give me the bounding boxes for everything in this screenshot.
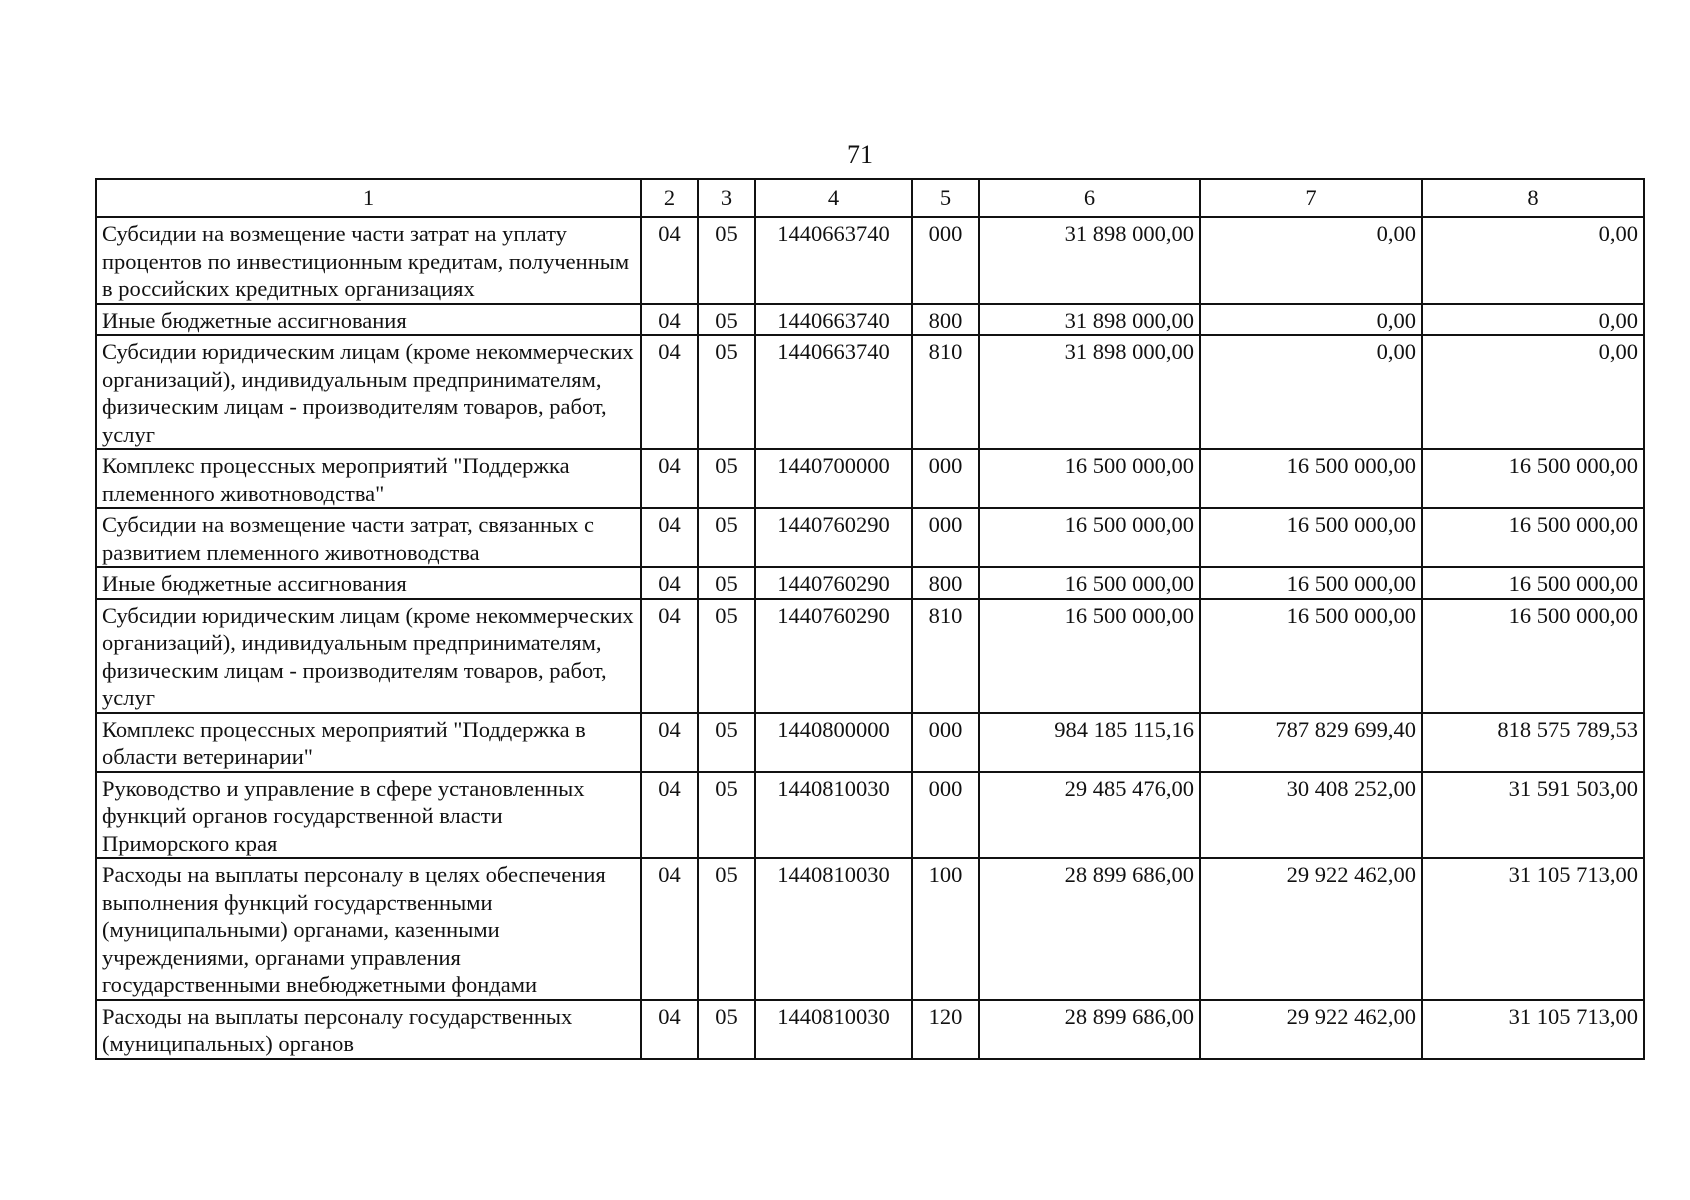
subsection-code-cell: 05 [698,567,755,599]
amount-col8-cell: 31 105 713,00 [1422,858,1644,1000]
column-header: 8 [1422,179,1644,217]
target-article-cell: 1440760290 [755,599,912,713]
expense-name-cell: Расходы на выплаты персоналу в целях обеспечения выполнения функций государственными (муниципальными) органами, казенными учреждениями, органами управления государственными внебюджетными фондами [96,858,641,1000]
page-number: 71 [847,140,873,169]
target-article-cell: 1440810030 [755,858,912,1000]
column-header: 4 [755,179,912,217]
subsection-code-cell: 05 [698,304,755,336]
expense-name-cell: Субсидии юридическим лицам (кроме некоммерческих организаций), индивидуальным предпринимателям, физическим лицам - производителям товаров, работ, услуг [96,599,641,713]
expense-type-cell: 000 [912,772,979,859]
expense-name-cell: Комплекс процессных мероприятий "Поддержка племенного животноводства" [96,449,641,508]
section-code-cell: 04 [641,858,698,1000]
expense-name-cell: Руководство и управление в сфере установленных функций органов государственной власти Приморского края [96,772,641,859]
table-row [96,335,1644,449]
column-header: 6 [979,179,1200,217]
amount-col7-cell: 29 922 462,00 [1200,1000,1422,1059]
column-header: 2 [641,179,698,217]
budget-table [95,178,1645,1060]
subsection-code-cell: 05 [698,858,755,1000]
section-code-cell: 04 [641,508,698,567]
header-row [96,179,1644,217]
expense-type-cell: 000 [912,217,979,304]
expense-name-cell: Субсидии на возмещение части затрат, связанных с развитием племенного животноводства [96,508,641,567]
expense-name-cell: Субсидии юридическим лицам (кроме некоммерческих организаций), индивидуальным предпринимателям, физическим лицам - производителям товаров, работ, услуг [96,335,641,449]
amount-col6-cell: 28 899 686,00 [979,1000,1200,1059]
subsection-code-cell: 05 [698,449,755,508]
amount-col7-cell: 0,00 [1200,304,1422,336]
subsection-code-cell: 05 [698,335,755,449]
amount-col8-cell: 0,00 [1422,335,1644,449]
expense-type-cell: 100 [912,858,979,1000]
amount-col6-cell: 31 898 000,00 [979,217,1200,304]
table-row [96,449,1644,508]
amount-col8-cell: 16 500 000,00 [1422,599,1644,713]
expense-type-cell: 120 [912,1000,979,1059]
table-row [96,858,1644,1000]
amount-col7-cell: 787 829 699,40 [1200,713,1422,772]
table-row [96,508,1644,567]
section-code-cell: 04 [641,304,698,336]
amount-col6-cell: 29 485 476,00 [979,772,1200,859]
section-code-cell: 04 [641,599,698,713]
expense-type-cell: 000 [912,449,979,508]
expense-name-cell: Иные бюджетные ассигнования [96,567,641,599]
subsection-code-cell: 05 [698,599,755,713]
subsection-code-cell: 05 [698,1000,755,1059]
table-row [96,713,1644,772]
expense-name-cell: Иные бюджетные ассигнования [96,304,641,336]
expense-type-cell: 800 [912,304,979,336]
amount-col6-cell: 16 500 000,00 [979,567,1200,599]
amount-col6-cell: 28 899 686,00 [979,858,1200,1000]
amount-col7-cell: 30 408 252,00 [1200,772,1422,859]
subsection-code-cell: 05 [698,713,755,772]
target-article-cell: 1440663740 [755,304,912,336]
table-row [96,304,1644,336]
amount-col8-cell: 16 500 000,00 [1422,567,1644,599]
section-code-cell: 04 [641,449,698,508]
amount-col6-cell: 16 500 000,00 [979,599,1200,713]
amount-col8-cell: 16 500 000,00 [1422,449,1644,508]
expense-type-cell: 000 [912,713,979,772]
amount-col8-cell: 0,00 [1422,304,1644,336]
table-row [96,567,1644,599]
amount-col7-cell: 16 500 000,00 [1200,599,1422,713]
expense-name-cell: Комплекс процессных мероприятий "Поддержка в области ветеринарии" [96,713,641,772]
amount-col8-cell: 0,00 [1422,217,1644,304]
table-row [96,1000,1644,1059]
amount-col7-cell: 16 500 000,00 [1200,449,1422,508]
expense-type-cell: 000 [912,508,979,567]
subsection-code-cell: 05 [698,772,755,859]
section-code-cell: 04 [641,1000,698,1059]
expense-name-cell: Расходы на выплаты персоналу государственных (муниципальных) органов [96,1000,641,1059]
column-header: 3 [698,179,755,217]
column-header: 1 [96,179,641,217]
table-row [96,599,1644,713]
target-article-cell: 1440663740 [755,335,912,449]
target-article-cell: 1440810030 [755,1000,912,1059]
section-code-cell: 04 [641,772,698,859]
section-code-cell: 04 [641,713,698,772]
amount-col7-cell: 29 922 462,00 [1200,858,1422,1000]
expense-type-cell: 810 [912,599,979,713]
amount-col6-cell: 31 898 000,00 [979,304,1200,336]
amount-col8-cell: 16 500 000,00 [1422,508,1644,567]
expense-type-cell: 800 [912,567,979,599]
amount-col7-cell: 16 500 000,00 [1200,508,1422,567]
section-code-cell: 04 [641,567,698,599]
amount-col8-cell: 818 575 789,53 [1422,713,1644,772]
section-code-cell: 04 [641,217,698,304]
column-header: 5 [912,179,979,217]
target-article-cell: 1440760290 [755,508,912,567]
amount-col8-cell: 31 105 713,00 [1422,1000,1644,1059]
expense-name-cell: Субсидии на возмещение части затрат на уплату процентов по инвестиционным кредитам, полученным в российских кредитных организациях [96,217,641,304]
target-article-cell: 1440700000 [755,449,912,508]
expense-type-cell: 810 [912,335,979,449]
amount-col6-cell: 16 500 000,00 [979,449,1200,508]
amount-col6-cell: 16 500 000,00 [979,508,1200,567]
amount-col7-cell: 0,00 [1200,217,1422,304]
table-row [96,772,1644,859]
table-row [96,217,1644,304]
section-code-cell: 04 [641,335,698,449]
amount-col7-cell: 0,00 [1200,335,1422,449]
column-header: 7 [1200,179,1422,217]
subsection-code-cell: 05 [698,217,755,304]
amount-col6-cell: 984 185 115,16 [979,713,1200,772]
amount-col7-cell: 16 500 000,00 [1200,567,1422,599]
amount-col8-cell: 31 591 503,00 [1422,772,1644,859]
target-article-cell: 1440800000 [755,713,912,772]
target-article-cell: 1440760290 [755,567,912,599]
target-article-cell: 1440663740 [755,217,912,304]
subsection-code-cell: 05 [698,508,755,567]
amount-col6-cell: 31 898 000,00 [979,335,1200,449]
target-article-cell: 1440810030 [755,772,912,859]
